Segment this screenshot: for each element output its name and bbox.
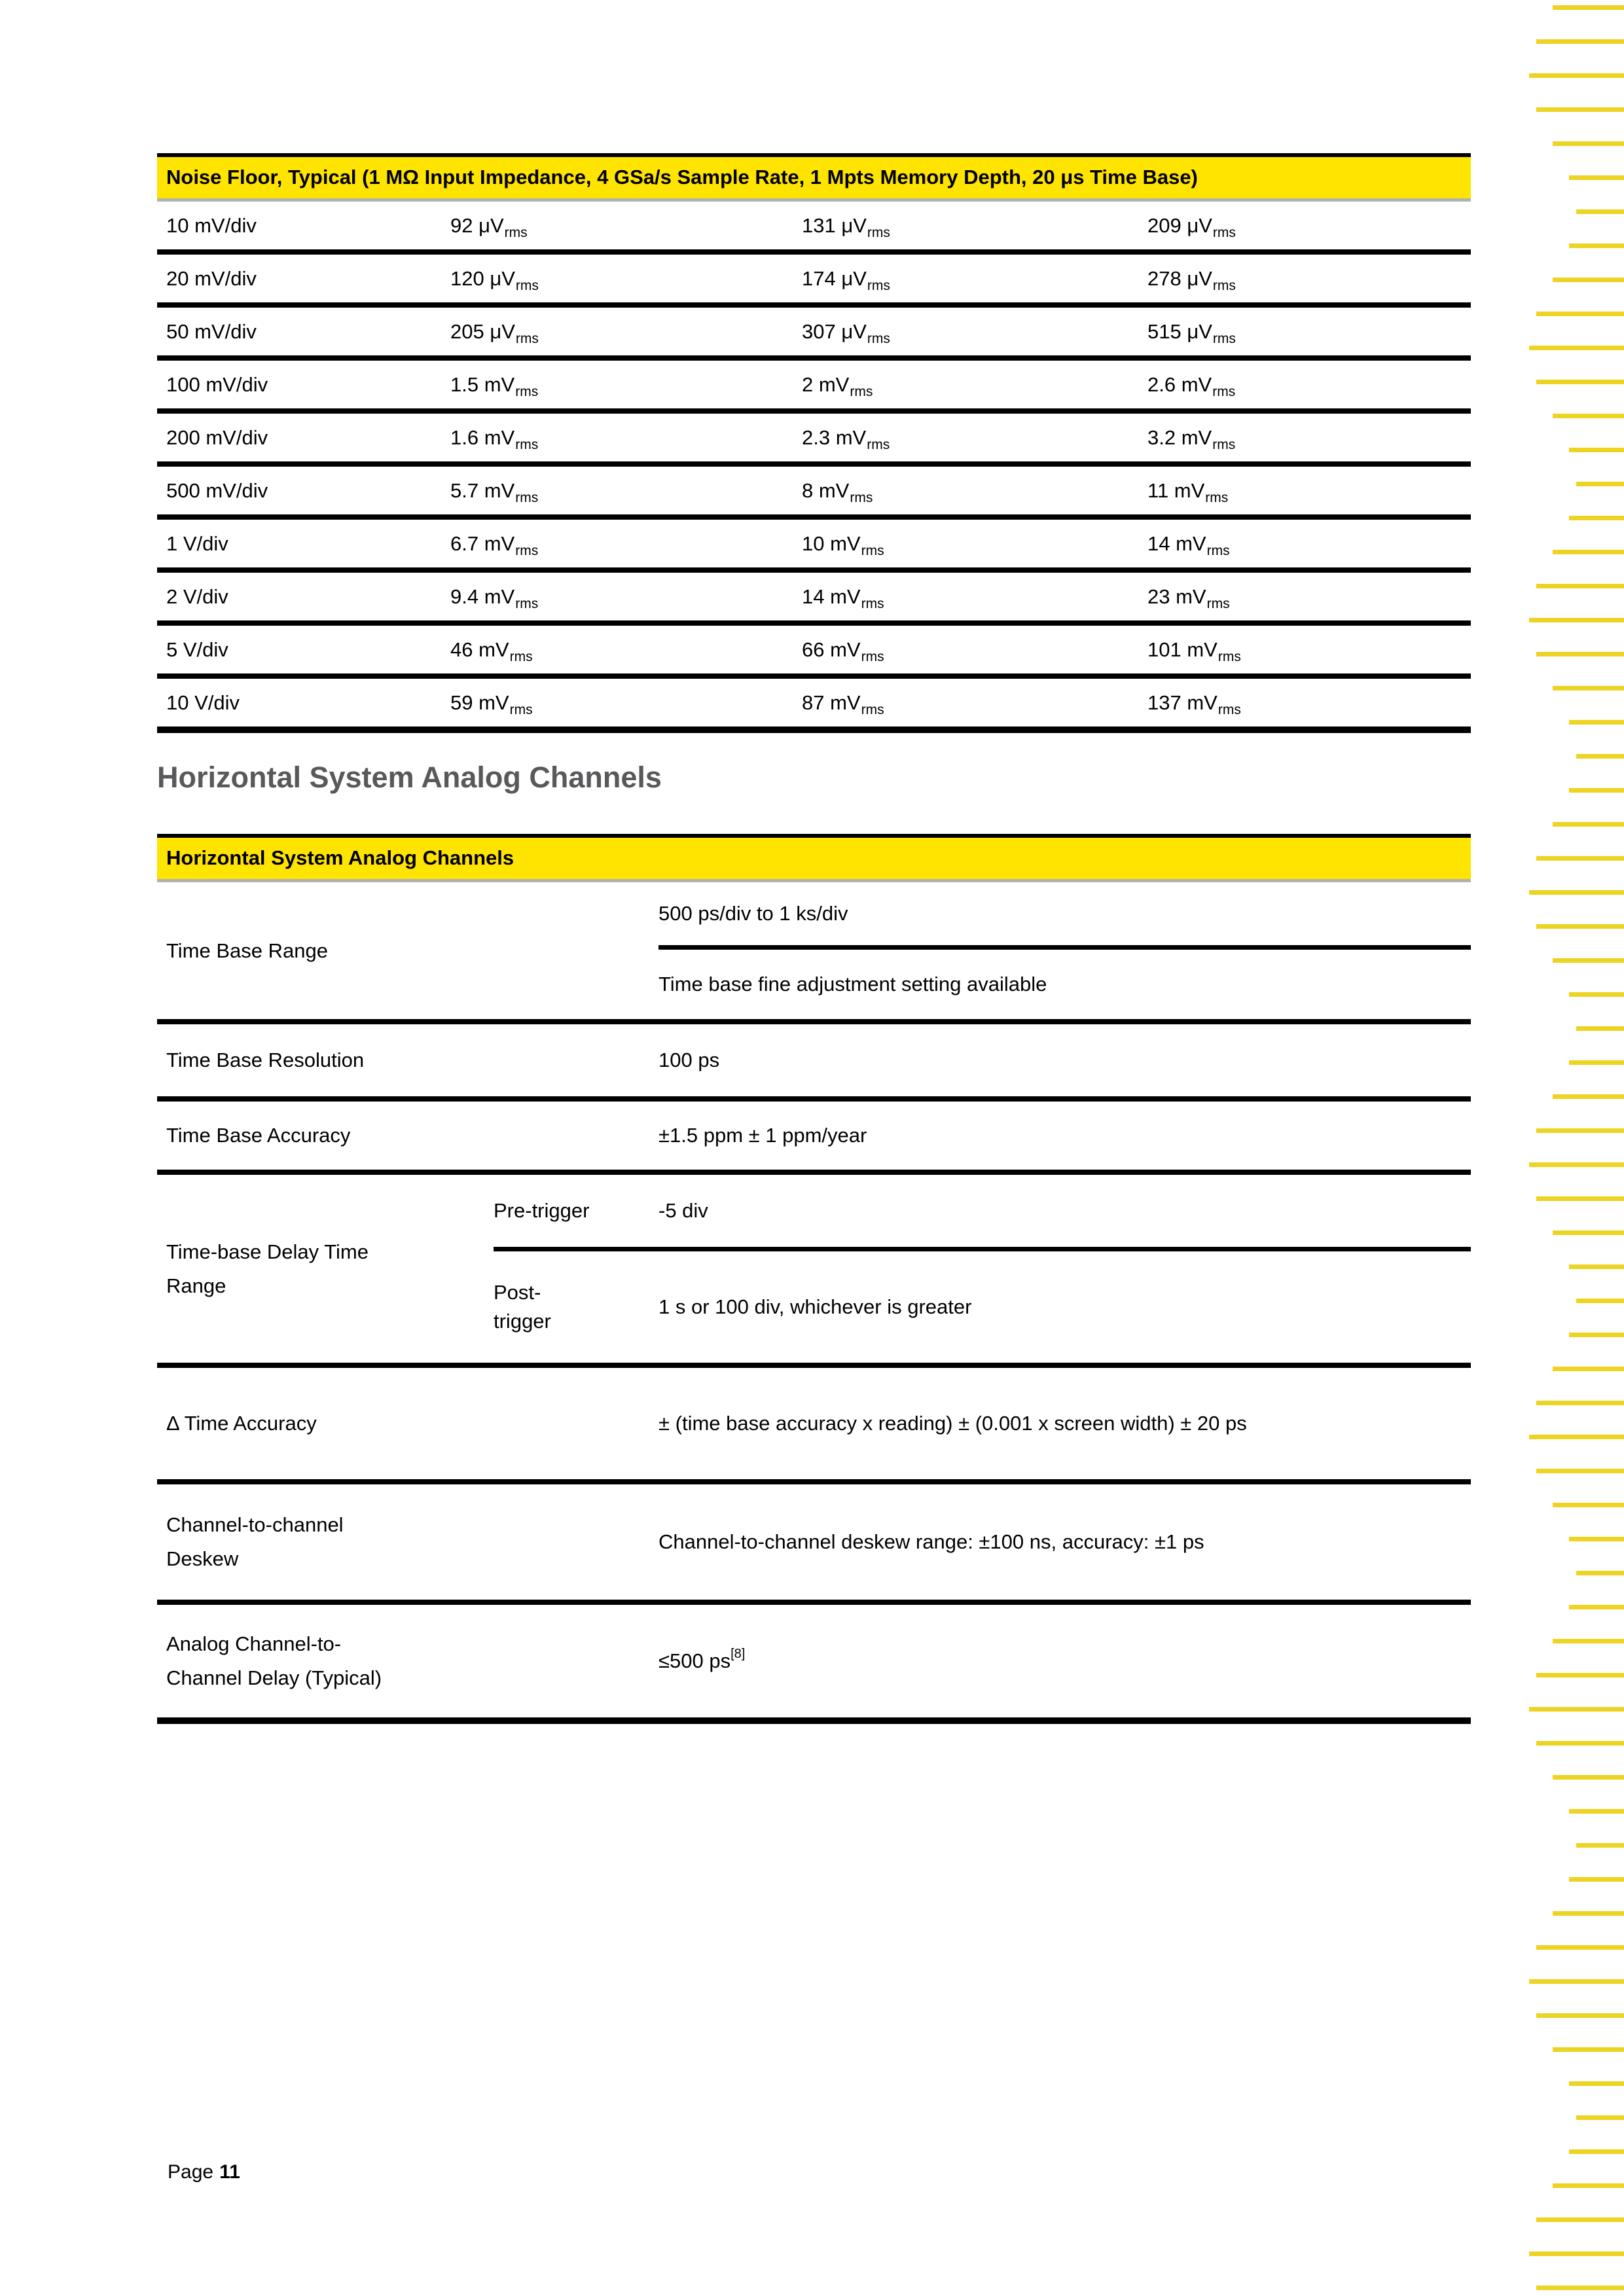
noise-value: 8 mV — [802, 478, 850, 502]
noise-value: 14 mV — [1147, 531, 1206, 555]
noise-value: 5.7 mV — [450, 478, 515, 502]
spec-subrow-pre-trigger — [494, 1175, 1471, 1251]
noise-value-cell — [450, 214, 802, 238]
footnote-marker: [8] — [731, 1647, 746, 1661]
rms-subscript: rms — [515, 596, 539, 611]
spec-value: 100 ps — [659, 1049, 720, 1071]
spec-label-text: Analog Channel-to-Channel Delay (Typical) — [166, 1632, 382, 1689]
noise-value: 46 mV — [450, 637, 509, 661]
noise-value: 59 mV — [450, 691, 509, 714]
spec-value: ±1.5 ppm ± 1 ppm/year — [659, 1124, 867, 1147]
spec-value: Time base fine adjustment setting available — [659, 973, 1047, 996]
spec-label: Time Base Resolution — [166, 1049, 365, 1071]
vdiv-range-cell: 10 mV/div — [166, 213, 257, 237]
rms-subscript: rms — [850, 384, 873, 399]
table-row-time-base-accuracy — [157, 1102, 1471, 1175]
noise-floor-table — [157, 153, 1471, 733]
spec-label-text: Channel-to-channel Deskew — [166, 1513, 344, 1570]
noise-value: 131 μV — [802, 213, 867, 237]
noise-value-cell — [1147, 691, 1471, 715]
spec-value-group — [659, 882, 1471, 1019]
noise-value: 2.3 mV — [802, 425, 867, 449]
rms-subscript: rms — [1212, 224, 1236, 240]
noise-value-cell — [1147, 638, 1471, 662]
rms-subscript: rms — [1212, 278, 1236, 293]
noise-value-cell — [802, 320, 1147, 344]
rms-subscript: rms — [1205, 490, 1229, 505]
rms-subscript: rms — [515, 331, 539, 346]
table-row-channel-deskew — [157, 1484, 1471, 1605]
rms-subscript: rms — [515, 384, 539, 399]
section-heading: Horizontal System Analog Channels — [157, 761, 662, 794]
noise-value: 6.7 mV — [450, 531, 515, 555]
vdiv-range-cell: 1 V/div — [166, 531, 228, 555]
table-row — [157, 679, 1471, 733]
page-footer — [168, 2161, 240, 2183]
spec-value: Channel-to-channel deskew range: ±100 ns, accuracy: ±1 ps — [659, 1530, 1204, 1553]
noise-value: 137 mV — [1147, 691, 1218, 714]
noise-value: 209 μV — [1147, 213, 1212, 237]
noise-value: 120 μV — [450, 266, 515, 290]
rms-subscript: rms — [861, 543, 884, 558]
noise-value-cell — [450, 638, 802, 662]
noise-value-cell — [802, 638, 1147, 662]
horizontal-table-header — [157, 834, 1471, 879]
noise-value-cell — [802, 214, 1147, 238]
noise-value: 205 μV — [450, 319, 515, 343]
vdiv-range-cell: 10 V/div — [166, 691, 240, 714]
rms-subscript: rms — [1218, 649, 1241, 664]
spec-label: Time Base Range — [166, 939, 328, 962]
table-row-delta-time-accuracy — [157, 1368, 1471, 1484]
table-row — [157, 202, 1471, 255]
noise-value-cell — [450, 691, 802, 715]
noise-value: 515 μV — [1147, 319, 1212, 343]
noise-value: 307 μV — [802, 319, 867, 343]
noise-value-cell — [802, 532, 1147, 556]
table-row — [157, 573, 1471, 626]
noise-value: 1.5 mV — [450, 372, 515, 396]
table-row — [157, 520, 1471, 573]
table-row — [157, 626, 1471, 679]
spec-value: 1 s or 100 div, whichever is greater — [659, 1295, 972, 1318]
rms-subscript: rms — [1206, 596, 1230, 611]
vdiv-range-cell: 5 V/div — [166, 637, 228, 661]
spec-label — [157, 1484, 659, 1600]
noise-value: 87 mV — [802, 691, 861, 714]
rms-subscript: rms — [515, 437, 539, 452]
horizontal-system-table — [157, 834, 1471, 1724]
noise-value-cell — [450, 267, 802, 291]
noise-value-cell — [1147, 585, 1471, 609]
rms-subscript: rms — [1212, 331, 1236, 346]
vdiv-range-cell: 200 mV/div — [166, 425, 268, 449]
spec-value: -5 div — [659, 1199, 708, 1222]
noise-value-cell — [450, 532, 802, 556]
spec-subrow — [659, 882, 1471, 950]
noise-value-cell — [802, 691, 1147, 715]
spec-value — [659, 1605, 1471, 1717]
noise-value-cell — [450, 479, 802, 503]
noise-value-cell — [1147, 267, 1471, 291]
vdiv-range-cell: 20 mV/div — [166, 266, 257, 290]
noise-value: 23 mV — [1147, 584, 1206, 608]
noise-value: 11 mV — [1147, 478, 1205, 502]
rms-subscript: rms — [861, 649, 884, 664]
noise-value: 2.6 mV — [1147, 372, 1212, 396]
noise-value-cell — [802, 426, 1147, 450]
table-row-time-base-range — [157, 882, 1471, 1024]
rms-subscript: rms — [1206, 543, 1230, 558]
noise-value: 66 mV — [802, 637, 861, 661]
table-row — [157, 467, 1471, 520]
noise-value: 2 mV — [802, 372, 850, 396]
table-row — [157, 414, 1471, 467]
noise-value-cell — [802, 373, 1147, 397]
noise-value: 14 mV — [802, 584, 861, 608]
vdiv-range-cell: 500 mV/div — [166, 478, 268, 502]
rms-subscript: rms — [1212, 437, 1236, 452]
noise-value: 101 mV — [1147, 637, 1218, 661]
spec-label-text: Time-base Delay Time Range — [166, 1240, 369, 1297]
table-row — [157, 361, 1471, 414]
rms-subscript: rms — [1218, 702, 1241, 717]
rms-subscript: rms — [861, 702, 884, 717]
rms-subscript: rms — [1212, 384, 1236, 399]
page-content — [157, 0, 1471, 1724]
spec-sublabel: Pre-trigger — [494, 1199, 590, 1222]
vdiv-range-cell: 100 mV/div — [166, 372, 268, 396]
noise-value-cell — [450, 426, 802, 450]
noise-value-cell — [802, 585, 1147, 609]
spec-label: Δ Time Accuracy — [166, 1412, 317, 1435]
rms-subscript: rms — [509, 702, 533, 717]
spec-sublabel-text: Post-trigger — [494, 1281, 551, 1333]
noise-value: 92 μV — [450, 213, 504, 237]
spec-subrow-post-trigger — [494, 1251, 1471, 1363]
noise-value: 10 mV — [802, 531, 861, 555]
noise-value-cell — [1147, 373, 1471, 397]
rms-subscript: rms — [861, 596, 884, 611]
spec-value-text: ± (time base accuracy x reading) ± (0.001 x screen width) ± 20 ps — [659, 1412, 1247, 1435]
table-row-time-base-delay — [157, 1175, 1471, 1368]
table-row-time-base-resolution — [157, 1024, 1471, 1102]
noise-value-cell — [450, 585, 802, 609]
spec-label — [157, 1175, 494, 1363]
rms-subscript: rms — [867, 278, 890, 293]
noise-value: 174 μV — [802, 266, 867, 290]
rms-subscript: rms — [867, 224, 890, 240]
table-row-channel-delay — [157, 1605, 1471, 1724]
noise-value: 278 μV — [1147, 266, 1212, 290]
spec-value-text: ≤500 ps — [659, 1649, 731, 1672]
rms-subscript: rms — [504, 224, 528, 240]
spec-sublabel — [494, 1278, 659, 1336]
noise-value-cell — [1147, 320, 1471, 344]
rms-subscript: rms — [867, 331, 890, 346]
spec-subrow — [659, 950, 1471, 1019]
noise-value-cell — [1147, 214, 1471, 238]
page-number: 11 — [219, 2161, 240, 2183]
page-footer-label: Page — [168, 2161, 214, 2183]
spec-label — [157, 1605, 659, 1717]
vdiv-range-cell: 50 mV/div — [166, 319, 257, 343]
noise-value: 9.4 mV — [450, 584, 515, 608]
rms-subscript: rms — [867, 437, 890, 452]
rms-subscript: rms — [515, 543, 539, 558]
table-row — [157, 308, 1471, 361]
noise-value-cell — [1147, 532, 1471, 556]
noise-value: 3.2 mV — [1147, 425, 1212, 449]
noise-value-cell — [1147, 479, 1471, 503]
vdiv-range-cell: 2 V/div — [166, 584, 228, 608]
noise-value-cell — [802, 479, 1147, 503]
horizontal-table-header-text: Horizontal System Analog Channels — [166, 846, 514, 869]
noise-value-cell — [802, 267, 1147, 291]
noise-floor-table-header — [157, 153, 1471, 198]
spec-label: Time Base Accuracy — [166, 1124, 351, 1147]
noise-floor-header-text: Noise Floor, Typical (1 MΩ Input Impedance, 4 GSa/s Sample Rate, 1 Mpts Memory Depth, 20 μs Time Base) — [166, 166, 1198, 188]
spec-value: 500 ps/div to 1 ks/div — [659, 902, 848, 925]
table-row — [157, 255, 1471, 308]
rms-subscript: rms — [515, 278, 539, 293]
rms-subscript: rms — [850, 490, 873, 505]
noise-value-cell — [450, 320, 802, 344]
noise-value: 1.6 mV — [450, 425, 515, 449]
spec-value-group — [494, 1175, 1471, 1363]
noise-value-cell — [450, 373, 802, 397]
spec-value — [659, 1368, 1471, 1479]
noise-value-cell — [1147, 426, 1471, 450]
rms-subscript: rms — [509, 649, 533, 664]
rms-subscript: rms — [515, 490, 539, 505]
